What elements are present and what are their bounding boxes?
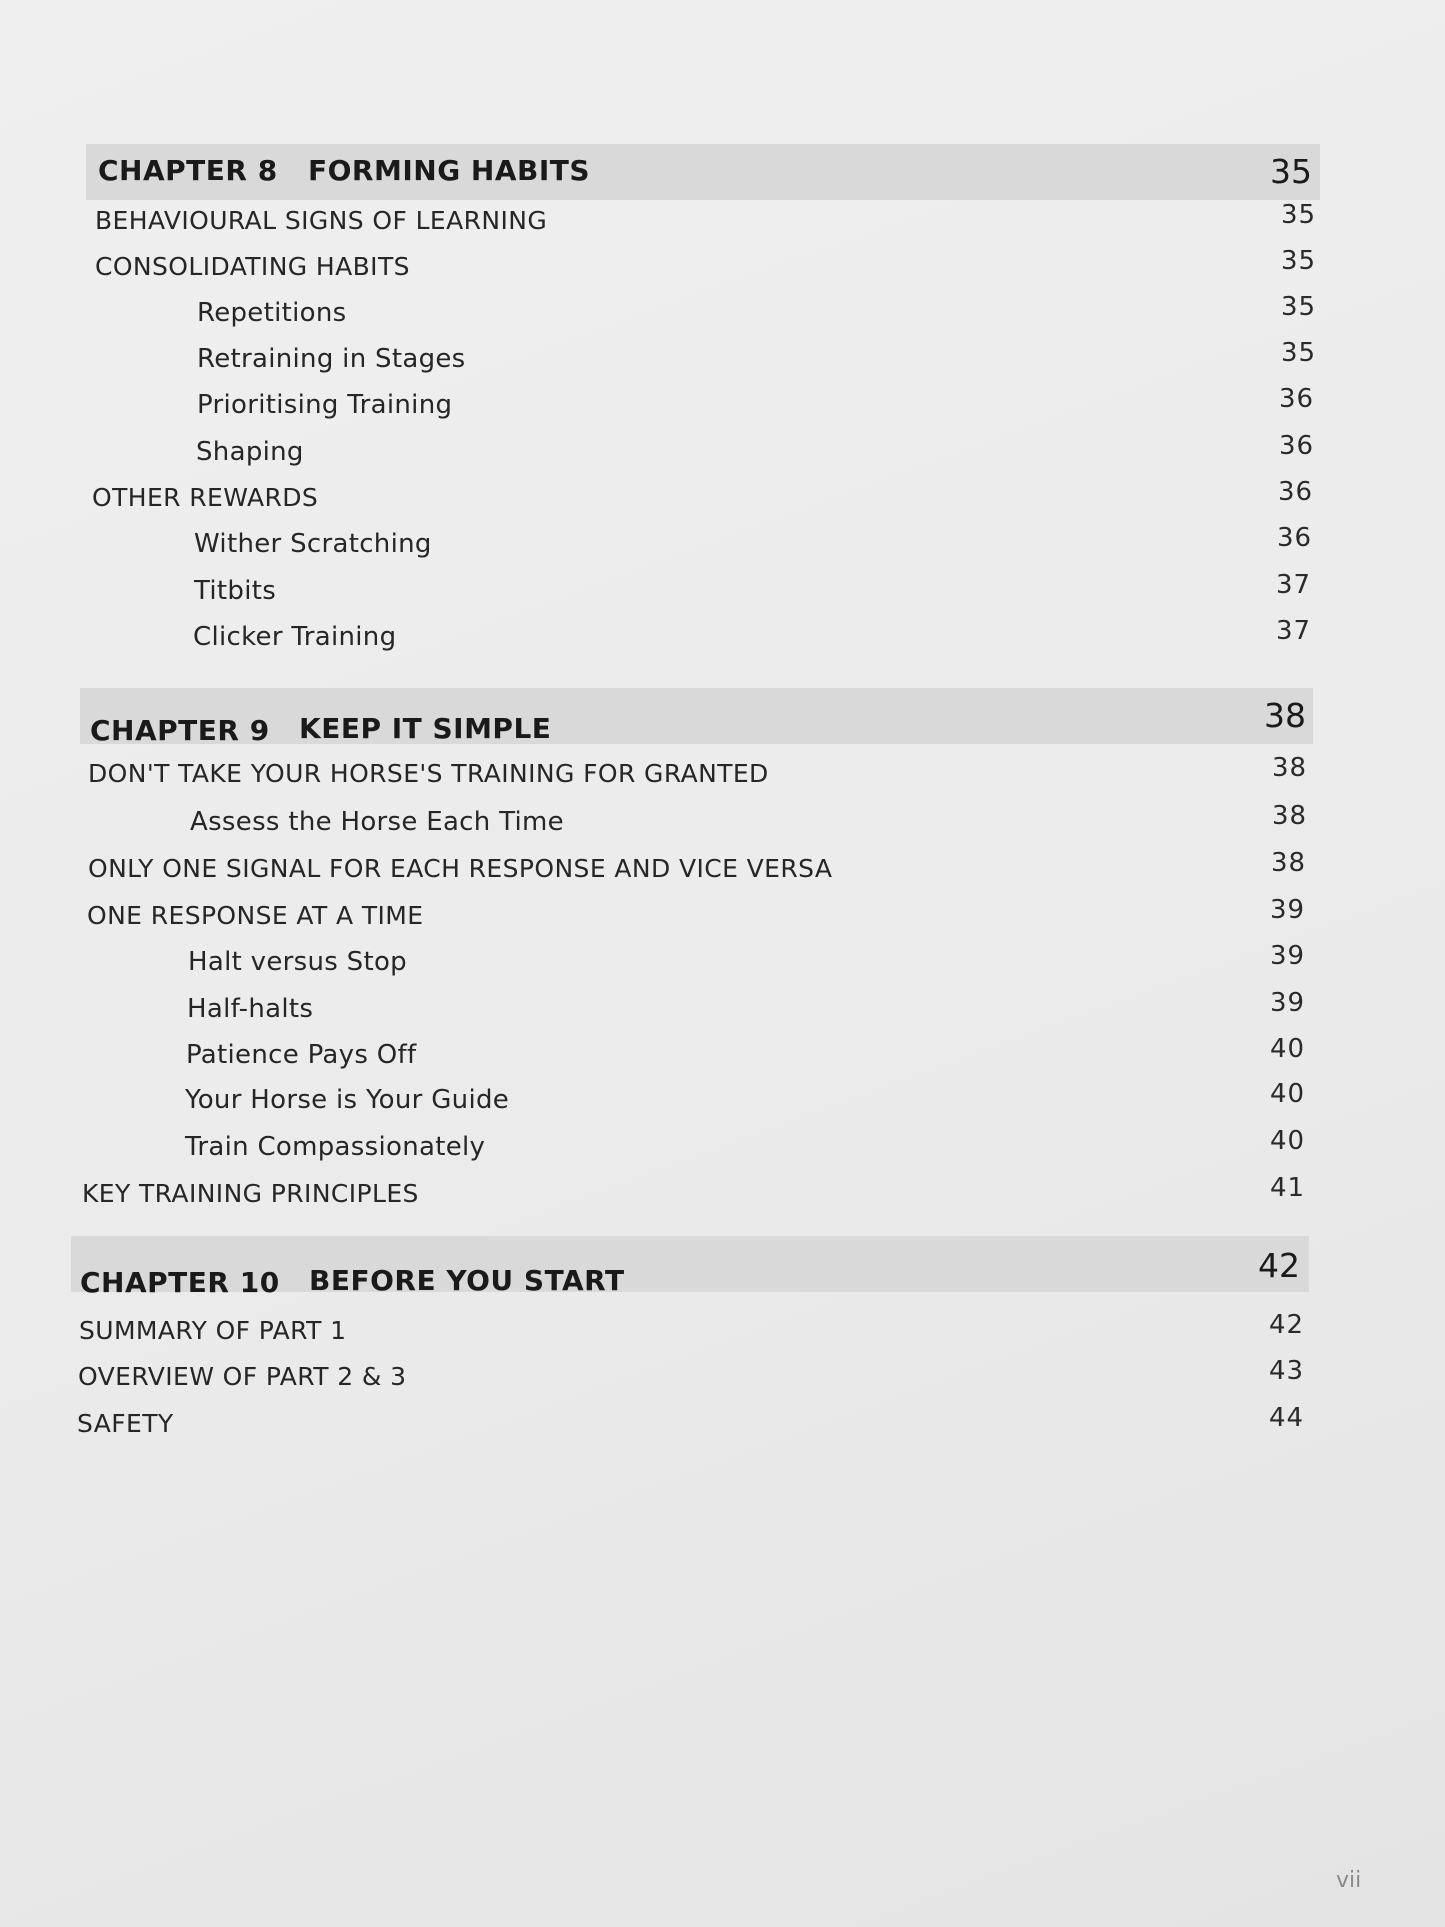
toc-entry-text: Titbits	[194, 576, 277, 606]
toc-entry-text: Half-halts	[187, 994, 314, 1024]
toc-entry-text: Shaping	[196, 437, 304, 467]
toc-entry	[0, 1310, 1445, 1360]
toc-entry-text: CONSOLIDATING HABITS	[95, 252, 410, 281]
toc-entry-page: 35	[1281, 200, 1317, 230]
toc-entry	[0, 431, 1445, 481]
chapter-8	[0, 144, 1445, 652]
toc-entry	[0, 753, 1445, 803]
toc-entry-page: 39	[1270, 988, 1306, 1018]
toc-entry-text: Repetitions	[197, 298, 347, 328]
toc-entry-text: ONLY ONE SIGNAL FOR EACH RESPONSE AND VICE VERSA	[88, 854, 833, 883]
toc-entry	[0, 1356, 1445, 1406]
toc-entry-page: 35	[1281, 246, 1317, 276]
page-folio: vii	[1336, 1868, 1362, 1893]
chapter-label: CHAPTER 10	[80, 1266, 280, 1299]
chapter-page-number: 38	[1264, 696, 1306, 735]
toc-entry	[0, 338, 1445, 388]
chapter-title: BEFORE YOU START	[309, 1264, 625, 1297]
toc-entry-text: DON'T TAKE YOUR HORSE'S TRAINING FOR GRANTED	[88, 759, 769, 788]
toc-entry	[0, 1403, 1445, 1453]
toc-entry-page: 35	[1281, 292, 1317, 322]
toc-entry	[0, 1173, 1445, 1223]
toc-entry-text: Train Compassionately	[185, 1132, 486, 1162]
chapter-page-number: 42	[1258, 1246, 1300, 1285]
toc-entry-page: 39	[1270, 941, 1306, 971]
chapter-label: CHAPTER 9	[90, 714, 270, 747]
toc-entry	[0, 292, 1445, 342]
toc-entry-text: Retraining in Stages	[197, 344, 466, 374]
chapter-page-number: 35	[1270, 152, 1312, 191]
chapter-header	[86, 144, 1320, 200]
toc-entry-page: 39	[1270, 895, 1306, 925]
chapter-10	[0, 1236, 1445, 1438]
toc-entry-text: Wither Scratching	[194, 529, 432, 559]
toc-entry-page: 37	[1276, 616, 1312, 646]
toc-entry-text: Your Horse is Your Guide	[185, 1085, 510, 1115]
toc-entry-page: 41	[1270, 1173, 1306, 1203]
chapter-9	[0, 688, 1445, 1208]
toc-entry-text: Assess the Horse Each Time	[190, 807, 564, 837]
toc-entry	[0, 941, 1445, 991]
toc-entry-page: 40	[1270, 1079, 1306, 1109]
toc-entry-page: 43	[1269, 1356, 1305, 1386]
toc-entry	[0, 988, 1445, 1038]
toc-entry-page: 44	[1269, 1403, 1305, 1433]
chapter-title: FORMING HABITS	[308, 154, 591, 187]
toc-entry	[0, 616, 1445, 666]
toc-entry	[0, 801, 1445, 851]
toc-entry-text: OVERVIEW OF PART 2 & 3	[78, 1362, 407, 1391]
toc-entry	[0, 848, 1445, 898]
toc-entry-page: 40	[1270, 1034, 1306, 1064]
toc-entry-text: KEY TRAINING PRINCIPLES	[82, 1179, 419, 1208]
toc-entry-text: SAFETY	[77, 1409, 174, 1438]
toc-entry-text: SUMMARY OF PART 1	[79, 1316, 347, 1345]
toc-entry-text: Patience Pays Off	[186, 1040, 417, 1070]
toc-entry-text: OTHER REWARDS	[92, 483, 319, 512]
toc-entry-page: 36	[1278, 477, 1314, 507]
toc-entry	[0, 384, 1445, 434]
toc-entry	[0, 1034, 1445, 1084]
chapter-label: CHAPTER 8	[98, 154, 278, 187]
toc-entry	[0, 200, 1445, 250]
toc-entry-page: 36	[1279, 431, 1315, 461]
toc-entry	[0, 895, 1445, 945]
toc-entry	[0, 523, 1445, 573]
toc-entry	[0, 1079, 1445, 1129]
toc-entry-page: 36	[1277, 523, 1313, 553]
toc-entry-page: 36	[1279, 384, 1315, 414]
toc-entry-text: Halt versus Stop	[188, 947, 407, 977]
toc-entry	[0, 1126, 1445, 1176]
toc-entry-page: 38	[1272, 801, 1308, 831]
toc-entry-page: 35	[1281, 338, 1317, 368]
toc-entry-page: 40	[1270, 1126, 1306, 1156]
toc-entry	[0, 246, 1445, 296]
toc-entry-page: 38	[1272, 753, 1308, 783]
chapter-header	[80, 688, 1313, 747]
toc-entry	[0, 477, 1445, 527]
toc-entry-page: 38	[1271, 848, 1307, 878]
toc-entry-text: BEHAVIOURAL SIGNS OF LEARNING	[95, 206, 548, 235]
toc-entry-text: ONE RESPONSE AT A TIME	[87, 901, 424, 930]
chapter-header	[71, 1236, 1309, 1299]
toc-entry-text: Clicker Training	[193, 622, 397, 652]
toc-entry-text: Prioritising Training	[197, 390, 453, 420]
toc-entry-page: 42	[1269, 1310, 1305, 1340]
chapter-title: KEEP IT SIMPLE	[299, 712, 552, 745]
toc-entry-page: 37	[1276, 570, 1312, 600]
toc-entry	[0, 570, 1445, 620]
